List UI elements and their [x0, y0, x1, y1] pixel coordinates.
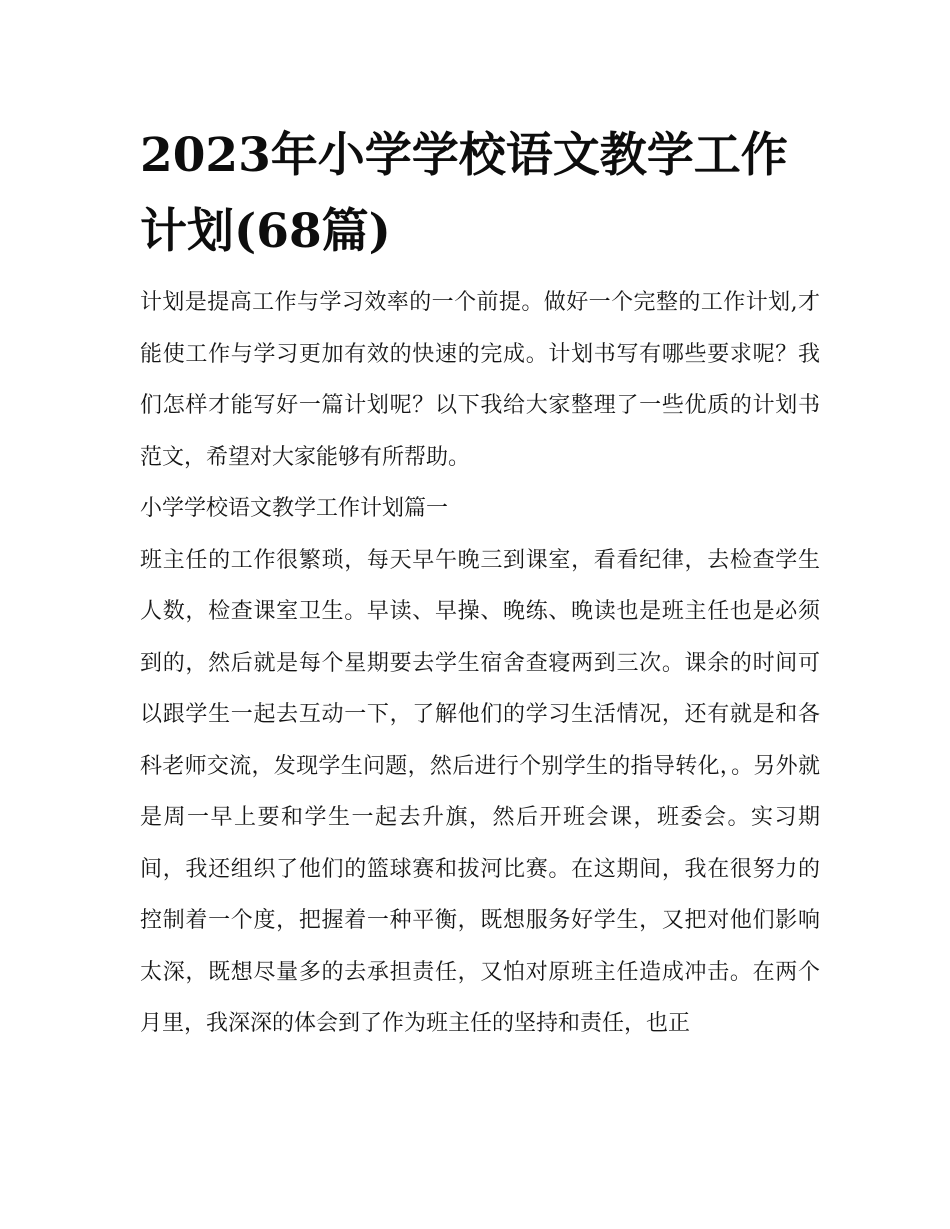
intro-paragraph: 计划是提高工作与学习效率的一个前提。做好一个完整的工作计划,才能使工作与学习更加有效的快速的完成。计划书写有哪些要求呢？我们怎样才能写好一篇计划呢？以下我给大家整理了一些优质的计划书范文，希望对大家能够有所帮助。 [140, 290, 820, 470]
section-paragraph: 班主任的工作很繁琐，每天早午晚三到课室，看看纪律，去检查学生人数，检查课室卫生。早读、早操、晚练、晚读也是班主任也是必须到的，然后就是每个星期要去学生宿舍查寝两到三次。课余的时间可以跟学生一起去互动一下，了解他们的学习生活情况，还有就是和各科老师交流，发现学生问题，然后进行个别学生的指导转化，。另外就是周一早上要和学生一起去升旗，然后开班会课，班委会。实习期间，我还组织了他们的篮球赛和拔河比赛。在这期间，我在很努力的控制着一个度，把握着一种平衡，既想服务好学生，又把对他们影响太深，既想尽量多的去承担责任，又怕对原班主任造成冲击。在两个月里，我深深的体会到了作为班主任的坚持和责任，也正 [140, 547, 820, 1036]
section-heading: 小学学校语文教学工作计划篇一 [140, 496, 449, 521]
document-body [140, 277, 820, 1050]
document-title: 2023年小学学校语文教学工作计划(68篇) [140, 128, 788, 259]
